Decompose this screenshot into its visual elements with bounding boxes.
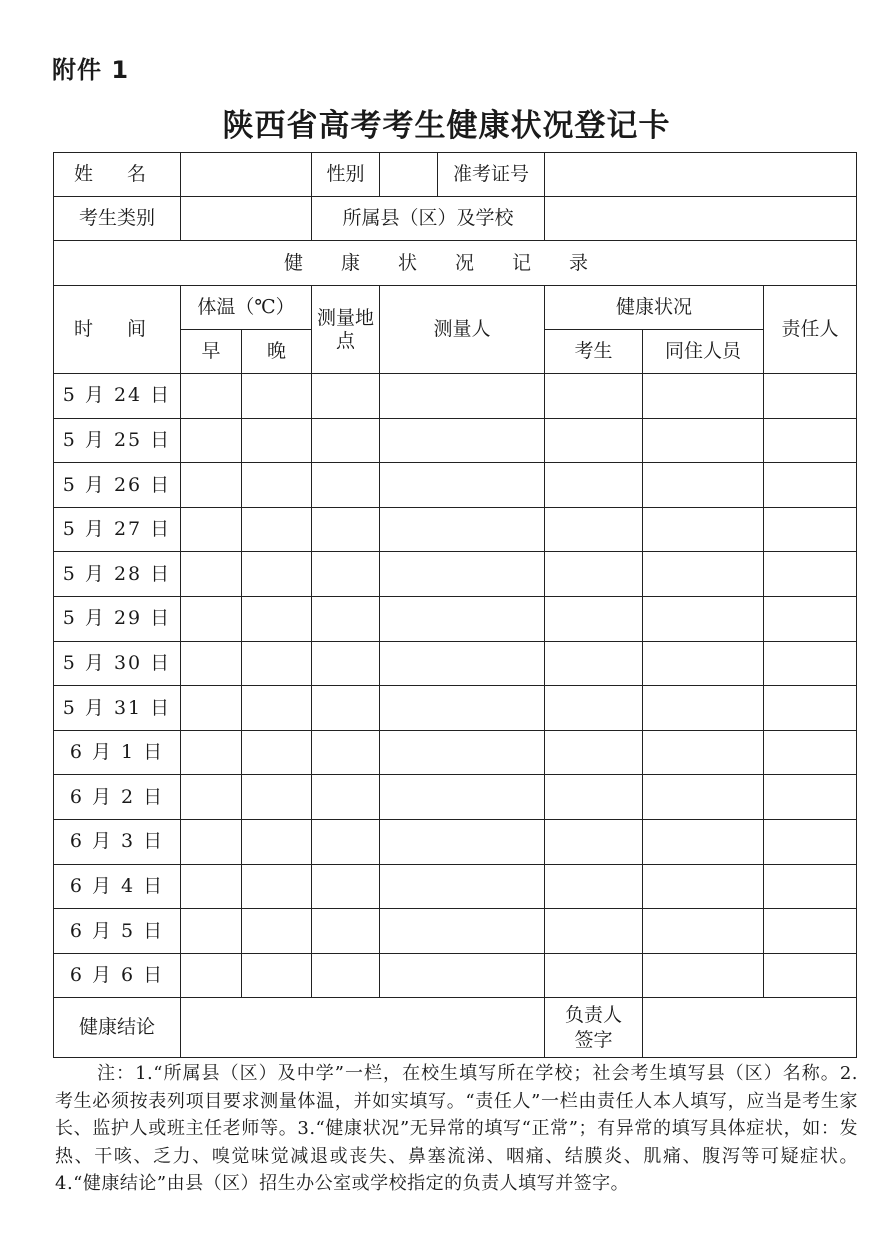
conclusion-row (54, 998, 857, 1058)
cohabitant-health-cell[interactable] (643, 686, 764, 731)
time-header: 时 间 (54, 286, 181, 374)
column-header-row-1 (54, 286, 857, 330)
location-cell[interactable] (312, 775, 380, 820)
candidate-health-cell[interactable] (545, 641, 643, 686)
location-cell[interactable] (312, 819, 380, 864)
table-row (54, 374, 857, 419)
location-cell[interactable] (312, 909, 380, 954)
responsible-cell[interactable] (764, 730, 857, 775)
date-cell: 6 月 1 日 (54, 730, 181, 775)
morning-header: 早 (181, 330, 242, 374)
table-row (54, 552, 857, 597)
candidate-health-cell[interactable] (545, 953, 643, 998)
info-row-1 (54, 153, 857, 197)
page-title: 陕西省高考考生健康状况登记卡 (222, 108, 671, 144)
measurer-cell[interactable] (380, 686, 545, 731)
table-row (54, 596, 857, 641)
location-cell[interactable] (312, 596, 380, 641)
temp-evening-cell[interactable] (242, 775, 312, 820)
date-cell: 6 月 4 日 (54, 864, 181, 909)
measurer-cell[interactable] (380, 819, 545, 864)
cohabitant-health-cell[interactable] (643, 596, 764, 641)
temp-evening-cell[interactable] (242, 374, 312, 419)
table-row (54, 775, 857, 820)
conclusion-label: 健康结论 (54, 998, 181, 1058)
conclusion-field[interactable] (181, 998, 545, 1058)
date-cell: 5 月 26 日 (54, 463, 181, 508)
cohabitant-health-cell[interactable] (643, 374, 764, 419)
date-cell: 5 月 30 日 (54, 641, 181, 686)
table-row (54, 641, 857, 686)
cohabitant-health-cell[interactable] (643, 641, 764, 686)
temp-morning-cell[interactable] (181, 686, 242, 731)
candidate-health-cell[interactable] (545, 418, 643, 463)
location-cell[interactable] (312, 507, 380, 552)
candidate-health-cell[interactable] (545, 686, 643, 731)
temperature-header: 体温（℃） (181, 286, 312, 330)
date-cell: 6 月 3 日 (54, 819, 181, 864)
gender-label: 性别 (312, 153, 380, 197)
responsible-cell[interactable] (764, 686, 857, 731)
temp-morning-cell[interactable] (181, 641, 242, 686)
category-field[interactable] (181, 197, 312, 241)
location-header: 测量地点 (312, 286, 380, 374)
measurer-cell[interactable] (380, 953, 545, 998)
table-row (54, 730, 857, 775)
temp-evening-cell[interactable] (242, 730, 312, 775)
info-row-2 (54, 197, 857, 241)
date-cell: 6 月 6 日 (54, 953, 181, 998)
cohabitant-health-cell[interactable] (643, 552, 764, 597)
temp-evening-cell[interactable] (242, 953, 312, 998)
candidate-health-cell[interactable] (545, 819, 643, 864)
date-cell: 6 月 2 日 (54, 775, 181, 820)
evening-header: 晚 (242, 330, 312, 374)
temp-evening-cell[interactable] (242, 507, 312, 552)
cohabitant-health-cell[interactable] (643, 463, 764, 508)
measurer-cell[interactable] (380, 909, 545, 954)
temp-evening-cell[interactable] (242, 418, 312, 463)
date-cell: 5 月 24 日 (54, 374, 181, 419)
location-cell[interactable] (312, 686, 380, 731)
responsible-cell[interactable] (764, 507, 857, 552)
temp-evening-cell[interactable] (242, 641, 312, 686)
candidate-health-cell[interactable] (545, 374, 643, 419)
measurer-header: 测量人 (380, 286, 545, 374)
location-cell[interactable] (312, 730, 380, 775)
exam-id-field[interactable] (545, 153, 857, 197)
temp-morning-cell[interactable] (181, 819, 242, 864)
table-row (54, 686, 857, 731)
table-row (54, 463, 857, 508)
location-cell[interactable] (312, 641, 380, 686)
signature-label: 负责人签字 (545, 998, 643, 1058)
candidate-health-cell[interactable] (545, 730, 643, 775)
table-row (54, 909, 857, 954)
table-row (54, 864, 857, 909)
temp-evening-cell[interactable] (242, 596, 312, 641)
date-cell: 5 月 25 日 (54, 418, 181, 463)
temp-evening-cell[interactable] (242, 686, 312, 731)
responsible-cell[interactable] (764, 596, 857, 641)
date-cell: 5 月 28 日 (54, 552, 181, 597)
cohabitant-health-cell[interactable] (643, 819, 764, 864)
measurer-cell[interactable] (380, 374, 545, 419)
name-field[interactable] (181, 153, 312, 197)
category-label: 考生类别 (54, 197, 181, 241)
measurer-cell[interactable] (380, 596, 545, 641)
cohabitant-header: 同住人员 (643, 330, 764, 374)
table-row (54, 507, 857, 552)
cohabitant-health-cell[interactable] (643, 953, 764, 998)
date-cell: 5 月 31 日 (54, 686, 181, 731)
responsible-cell[interactable] (764, 953, 857, 998)
name-label: 姓 名 (54, 153, 181, 197)
responsible-cell[interactable] (764, 552, 857, 597)
responsible-cell[interactable] (764, 775, 857, 820)
temp-morning-cell[interactable] (181, 775, 242, 820)
candidate-health-cell[interactable] (545, 596, 643, 641)
responsible-cell[interactable] (764, 819, 857, 864)
cohabitant-health-cell[interactable] (643, 418, 764, 463)
temp-morning-cell[interactable] (181, 463, 242, 508)
table-row (54, 953, 857, 998)
location-cell[interactable] (312, 552, 380, 597)
measurer-cell[interactable] (380, 641, 545, 686)
temp-evening-cell[interactable] (242, 552, 312, 597)
temp-evening-cell[interactable] (242, 463, 312, 508)
responsible-cell[interactable] (764, 909, 857, 954)
temp-morning-cell[interactable] (181, 374, 242, 419)
temp-evening-cell[interactable] (242, 864, 312, 909)
exam-id-label: 准考证号 (438, 153, 545, 197)
temp-morning-cell[interactable] (181, 418, 242, 463)
responsible-header: 责任人 (764, 286, 857, 374)
candidate-health-cell[interactable] (545, 552, 643, 597)
responsible-cell[interactable] (764, 463, 857, 508)
candidate-health-cell[interactable] (545, 909, 643, 954)
temp-morning-cell[interactable] (181, 507, 242, 552)
notes-paragraph: 注：1.“所属县（区）及中学”一栏，在校生填写所在学校；社会考生填写县（区）名称。2. 考生必须按表列项目要求测量体温，并如实填写。“责任人”一栏由责任人本人填写，应当是考生家长、监护人或班主任老师等。3.“健康状况”无异常的填写“正常”；有异常的填写具体症状，如：发热、干咳、乏力、嗅觉味觉减退或丧失、鼻塞流涕、咽痛、结膜炎、肌痛、腹泻等可疑症状。4.“健康结论”由县（区）招生办公室或学校指定的负责人填写并签字。 (55, 1063, 858, 1194)
responsible-cell[interactable] (764, 641, 857, 686)
measurer-cell[interactable] (380, 463, 545, 508)
measurer-cell[interactable] (380, 418, 545, 463)
responsible-cell[interactable] (764, 864, 857, 909)
signature-field[interactable] (643, 998, 857, 1058)
health-registration-table (53, 152, 857, 1058)
table-row (54, 819, 857, 864)
temp-evening-cell[interactable] (242, 909, 312, 954)
responsible-cell[interactable] (764, 418, 857, 463)
cohabitant-health-cell[interactable] (643, 775, 764, 820)
date-cell: 5 月 27 日 (54, 507, 181, 552)
section-header-row (54, 241, 857, 286)
measurer-cell[interactable] (380, 730, 545, 775)
date-cell: 6 月 5 日 (54, 909, 181, 954)
gender-field[interactable] (380, 153, 438, 197)
temp-morning-cell[interactable] (181, 596, 242, 641)
responsible-cell[interactable] (764, 374, 857, 419)
cohabitant-health-cell[interactable] (643, 864, 764, 909)
school-field[interactable] (545, 197, 857, 241)
measurer-cell[interactable] (380, 507, 545, 552)
temp-morning-cell[interactable] (181, 953, 242, 998)
candidate-health-cell[interactable] (545, 864, 643, 909)
table-row (54, 418, 857, 463)
location-cell[interactable] (312, 463, 380, 508)
location-cell[interactable] (312, 374, 380, 419)
temp-morning-cell[interactable] (181, 864, 242, 909)
temp-morning-cell[interactable] (181, 552, 242, 597)
location-cell[interactable] (312, 953, 380, 998)
temp-morning-cell[interactable] (181, 730, 242, 775)
candidate-header: 考生 (545, 330, 643, 374)
candidate-health-cell[interactable] (545, 775, 643, 820)
health-status-header: 健康状况 (545, 286, 764, 330)
cohabitant-health-cell[interactable] (643, 909, 764, 954)
measurer-cell[interactable] (380, 552, 545, 597)
temp-morning-cell[interactable] (181, 909, 242, 954)
temp-evening-cell[interactable] (242, 819, 312, 864)
attachment-label: 附件 1 (52, 56, 130, 84)
cohabitant-health-cell[interactable] (643, 507, 764, 552)
section-header: 健康状况记录 (54, 241, 857, 286)
measurer-cell[interactable] (380, 775, 545, 820)
candidate-health-cell[interactable] (545, 463, 643, 508)
date-cell: 5 月 29 日 (54, 596, 181, 641)
candidate-health-cell[interactable] (545, 507, 643, 552)
measurer-cell[interactable] (380, 864, 545, 909)
location-cell[interactable] (312, 418, 380, 463)
cohabitant-health-cell[interactable] (643, 730, 764, 775)
location-cell[interactable] (312, 864, 380, 909)
school-label: 所属县（区）及学校 (312, 197, 545, 241)
